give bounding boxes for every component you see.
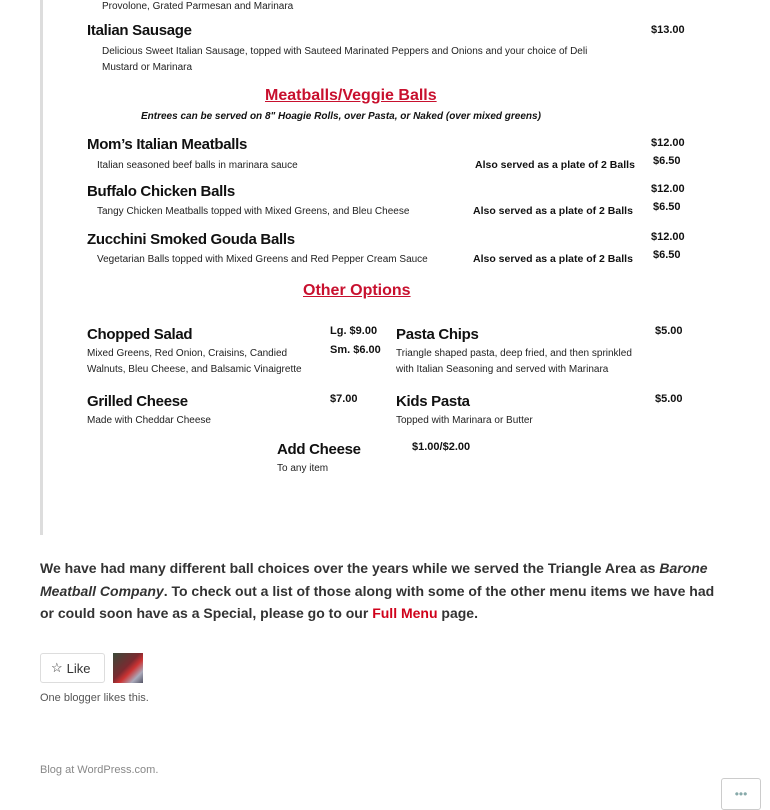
menu-desc: Italian seasoned beef balls in marinara sauce: [97, 160, 298, 171]
section-heading: Meatballs/Veggie Balls: [265, 87, 437, 104]
menu-item-name: Italian Sausage: [87, 22, 192, 39]
menu-item-name: Add Cheese: [277, 441, 361, 458]
likes-summary: One blogger likes this.: [40, 692, 149, 704]
post-paragraph: [40, 557, 730, 625]
plate-price: $6.50: [653, 155, 681, 167]
menu-item-name: Buffalo Chicken Balls: [87, 183, 235, 200]
plate-note: Also served as a plate of 2 Balls: [473, 205, 633, 217]
menu-price: $12.00: [651, 231, 685, 243]
like-label: Like: [66, 660, 91, 676]
menu-desc: Mixed Greens, Red Onion, Craisins, Candied: [87, 348, 288, 359]
menu-desc: Walnuts, Bleu Cheese, and Balsamic Vinaigrette: [87, 364, 302, 375]
liker-avatar[interactable]: [113, 653, 143, 683]
section-note: Entrees can be served on 8" Hoagie Rolls, over Pasta, or Naked (over mixed greens): [141, 111, 541, 122]
section-heading: Other Options: [303, 282, 411, 299]
menu-price: $5.00: [655, 393, 683, 405]
wordpress-credit-link[interactable]: Blog at WordPress.com.: [40, 764, 159, 776]
menu-price: $1.00/$2.00: [412, 441, 471, 453]
menu-desc: Topped with Marinara or Butter: [396, 415, 533, 426]
menu-item-name: Zucchini Smoked Gouda Balls: [87, 231, 295, 248]
menu-desc: with Italian Seasoning and served with Marinara: [396, 364, 609, 375]
menu-desc: To any item: [277, 463, 329, 474]
plate-note: Also served as a plate of 2 Balls: [473, 253, 633, 265]
plate-price: $6.50: [653, 201, 681, 213]
menu-desc: Vegetarian Balls topped with Mixed Greens and Red Pepper Cream Sauce: [97, 254, 428, 265]
more-options-button[interactable]: •••: [721, 778, 761, 810]
post-text: page.: [437, 605, 478, 621]
menu-price: Sm. $6.00: [330, 344, 381, 356]
menu-price: $13.00: [651, 24, 685, 36]
menu-item-name: Chopped Salad: [87, 326, 193, 343]
post-text: We have had many different ball choices over the years while we served the Triangle Area as: [40, 560, 660, 576]
menu-price: $12.00: [651, 137, 685, 149]
full-menu-link[interactable]: Full Menu: [372, 605, 438, 621]
menu-desc: Made with Cheddar Cheese: [87, 415, 211, 426]
menu-price: Lg. $9.00: [330, 325, 378, 337]
plate-price: $6.50: [653, 249, 681, 261]
star-icon: ☆: [51, 660, 63, 675]
menu-desc: Provolone, Grated Parmesan and Marinara: [102, 1, 294, 12]
plate-note: Also served as a plate of 2 Balls: [475, 159, 635, 171]
menu-desc: Delicious Sweet Italian Sausage, topped with Sauteed Marinated Peppers and Onions and your choice of Deli: [102, 46, 588, 57]
like-button[interactable]: [40, 653, 105, 683]
menu-price: $12.00: [651, 183, 685, 195]
company-name: Barone Meatball Company: [40, 560, 708, 599]
menu-price: $5.00: [655, 325, 683, 337]
menu-item-name: Grilled Cheese: [87, 393, 188, 410]
menu-desc: Mustard or Marinara: [102, 62, 193, 73]
menu-item-name: Mom’s Italian Meatballs: [87, 136, 248, 153]
menu-item-name: Kids Pasta: [396, 393, 470, 410]
menu-item-name: Pasta Chips: [396, 326, 479, 343]
post-text: . To check out a list of those along with some of the other menu items we have had or could soon have as a Special, please go to our: [40, 582, 715, 621]
menu-price: $7.00: [330, 393, 358, 405]
menu-desc: Triangle shaped pasta, deep fried, and then sprinkled: [396, 348, 632, 359]
menu-desc: Tangy Chicken Meatballs topped with Mixed Greens, and Bleu Cheese: [97, 206, 410, 217]
menu-image: [40, 0, 720, 535]
